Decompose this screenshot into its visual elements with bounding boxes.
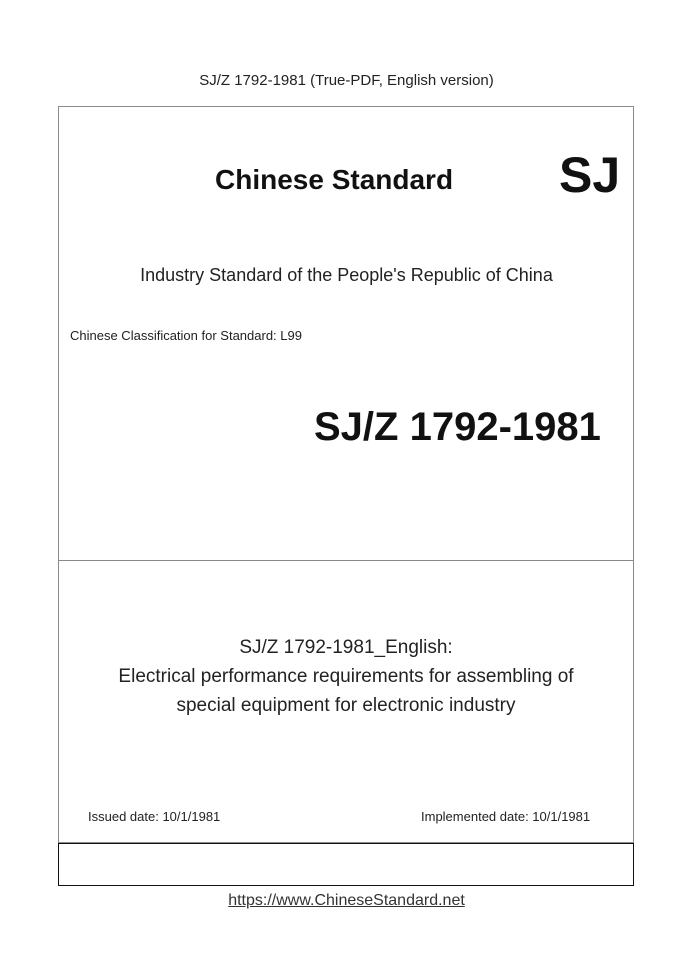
document-title-line: SJ/Z 1792-1981_English: <box>239 637 453 658</box>
standard-mark: SJ <box>559 147 621 203</box>
implemented-date: Implemented date: 10/1/1981 <box>421 809 591 824</box>
issued-date: Issued date: 10/1/1981 <box>88 809 221 824</box>
cover-bottom-panel <box>58 843 634 886</box>
document-title <box>58 633 634 720</box>
cover-subtitle: Industry Standard of the People's Republic of China <box>140 265 553 285</box>
document-title-line: special equipment for electronic industry <box>176 695 516 716</box>
cover-title: Chinese Standard <box>215 164 454 195</box>
classification-label: Chinese Classification for Standard: L99 <box>70 328 302 343</box>
page-header: SJ/Z 1792-1981 (True-PDF, English version) <box>199 72 494 89</box>
standard-number: SJ/Z 1792-1981 <box>314 405 601 449</box>
document-title-line: Electrical performance requirements for assembling of <box>118 666 574 687</box>
website-link[interactable]: https://www.ChineseStandard.net <box>228 892 465 909</box>
